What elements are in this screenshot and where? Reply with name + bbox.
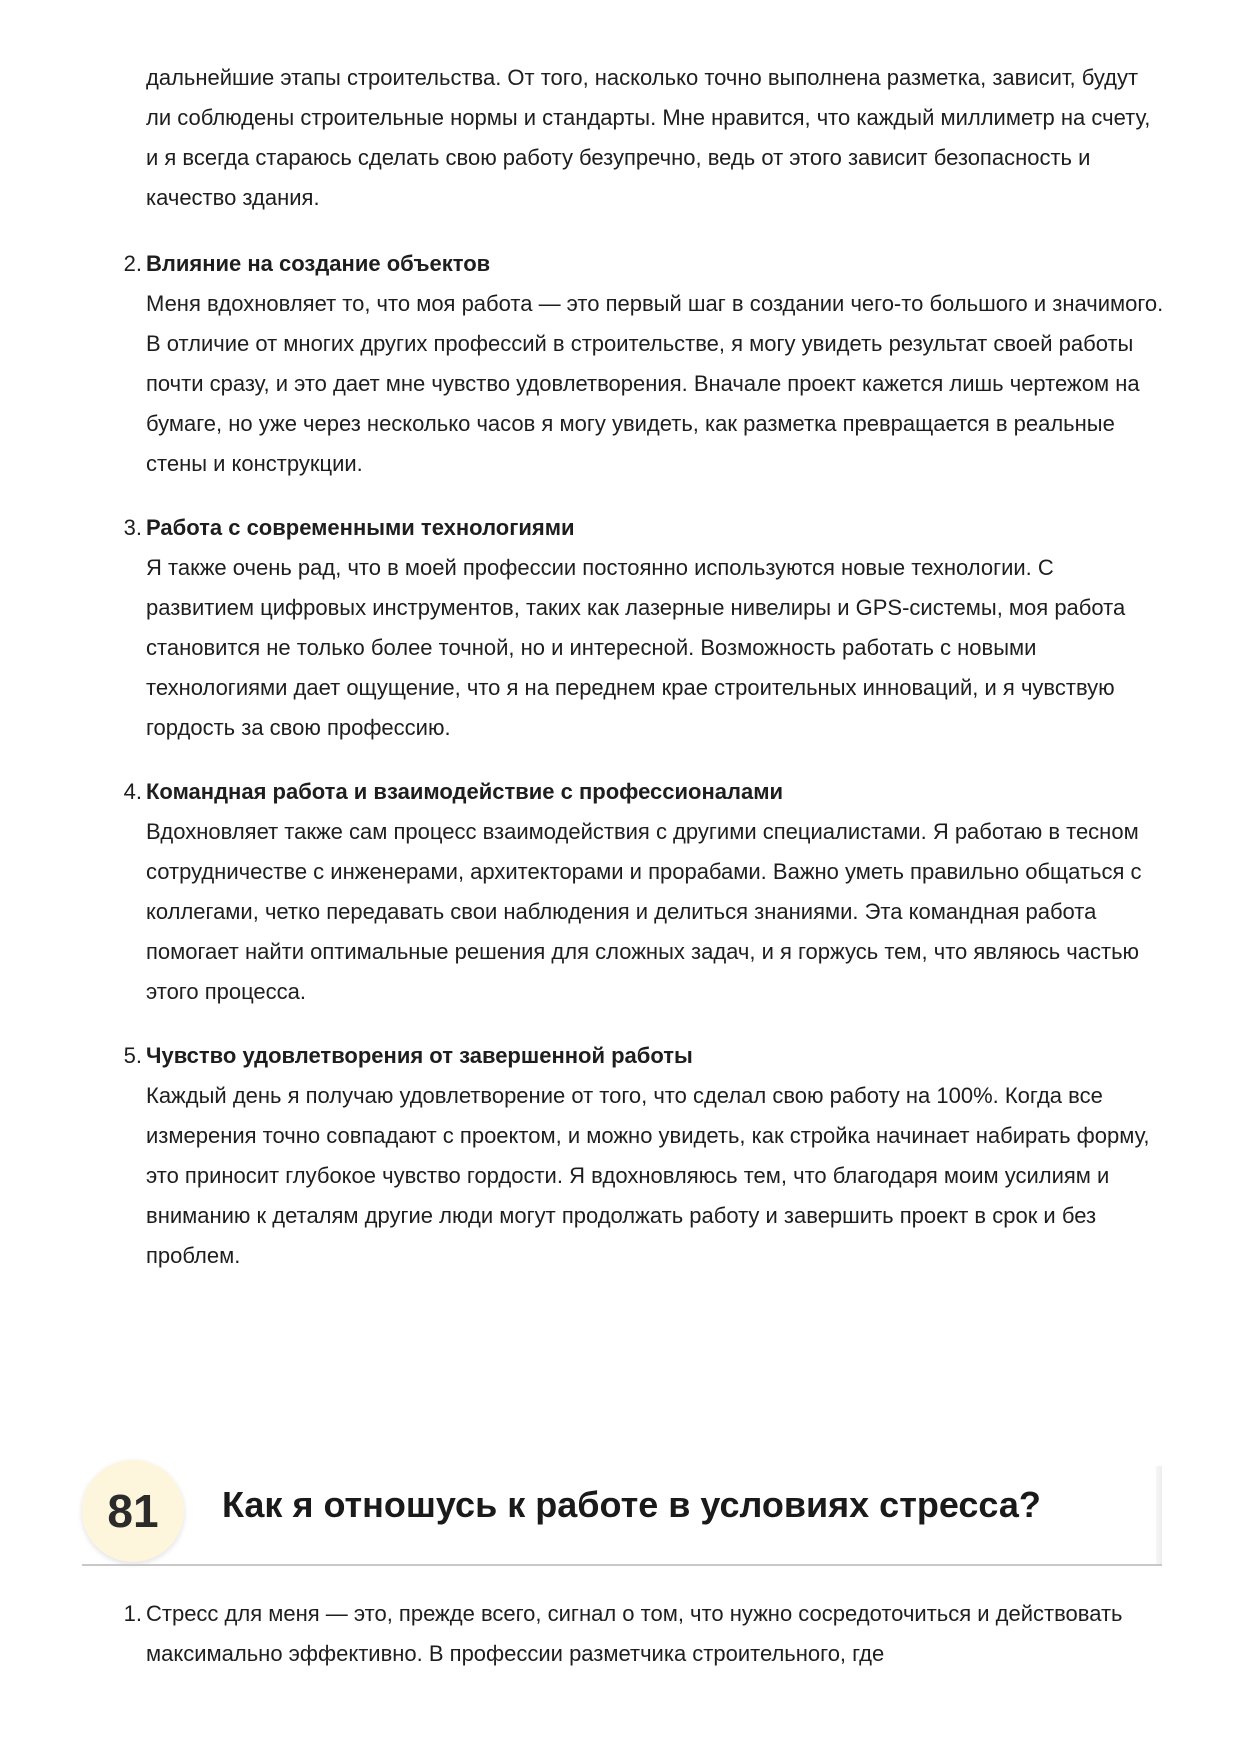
list-item-body: Я также очень рад, что в моей профессии постоянно используются новые технологии. С развитием цифровых инструментов, таких как лазерные нивелиры и GPS-системы, моя работа становится не только более точной, но и интересной. Возможность работать с новыми технологиями дает ощущение, что я на переднем крае строительных инноваций, и я чувствую гордость за свою профессию. — [146, 555, 1126, 740]
list-item-title: Чувство удовлетворения от завершенной работы — [146, 1043, 693, 1068]
list-number: 5. — [123, 1043, 142, 1068]
section-title: Как я отношусь к работе в условиях стресса? — [222, 1484, 1041, 1525]
list-item-body: Каждый день я получаю удовлетворение от того, что сделал свою работу на 100%. Когда все измерения точно совпадают с проектом, и можно увидеть, как стройка начинает набирать форму, это приносит глубокое чувство гордости. Я вдохновляюсь тем, что благодаря моим усилиям и вниманию к деталям другие люди могут продолжать работу и завершить проект в срок и без проблем. — [146, 1083, 1150, 1268]
list-item-4 — [123, 772, 1166, 1012]
header-shadow — [1156, 1466, 1162, 1564]
section-header — [82, 1458, 1162, 1566]
list-item-2 — [123, 244, 1166, 484]
list-item-title: Влияние на создание объектов — [146, 251, 491, 276]
list-item-body: Вдохновляет также сам процесс взаимодействия с другими специалистами. Я работаю в тесном сотрудничестве с инженерами, архитекторами и прорабами. Важно уметь правильно общаться с коллегами, четко передавать свои наблюдения и делиться знаниями. Эта командная работа помогает найти оптимальные решения для сложных задач, и я горжусь тем, что являюсь частью этого процесса. — [146, 819, 1142, 1004]
list-item-3 — [123, 508, 1166, 748]
list-number: 3. — [123, 515, 142, 540]
list-number: 4. — [123, 779, 142, 804]
list-item-next-1 — [123, 1594, 1166, 1674]
list-item-title: Командная работа и взаимодействие с профессионалами — [146, 779, 784, 804]
list-item-body: Стресс для меня — это, прежде всего, сигнал о том, что нужно сосредоточиться и действовать максимально эффективно. В профессии разметчика строительного, где — [146, 1601, 1123, 1666]
list-item-title: Работа с современными технологиями — [146, 515, 575, 540]
list-item-body: Меня вдохновляет то, что моя работа — это первый шаг в создании чего-то большого и значимого. В отличие от многих других профессий в строительстве, я могу увидеть результат своей работы почти сразу, и это дает мне чувство удовлетворения. Вначале проект кажется лишь чертежом на бумаге, но уже через несколько часов я могу увидеть, как разметка превращается в реальные стены и конструкции. — [146, 291, 1164, 476]
section-number-badge: 81 — [82, 1460, 184, 1562]
header-divider — [82, 1564, 1162, 1566]
list-number: 2. — [123, 251, 142, 276]
continuation-paragraph: дальнейшие этапы строительства. От того, насколько точно выполнена разметка, зависит, будут ли соблюдены строительные нормы и стандарты. Мне нравится, что каждый миллиметр на счету, и я всегда стараюсь сделать свою работу безупречно, ведь от этого зависит безопасность и качество здания. — [146, 65, 1151, 210]
list-item-5 — [123, 1036, 1166, 1276]
list-number: 1. — [123, 1601, 142, 1626]
